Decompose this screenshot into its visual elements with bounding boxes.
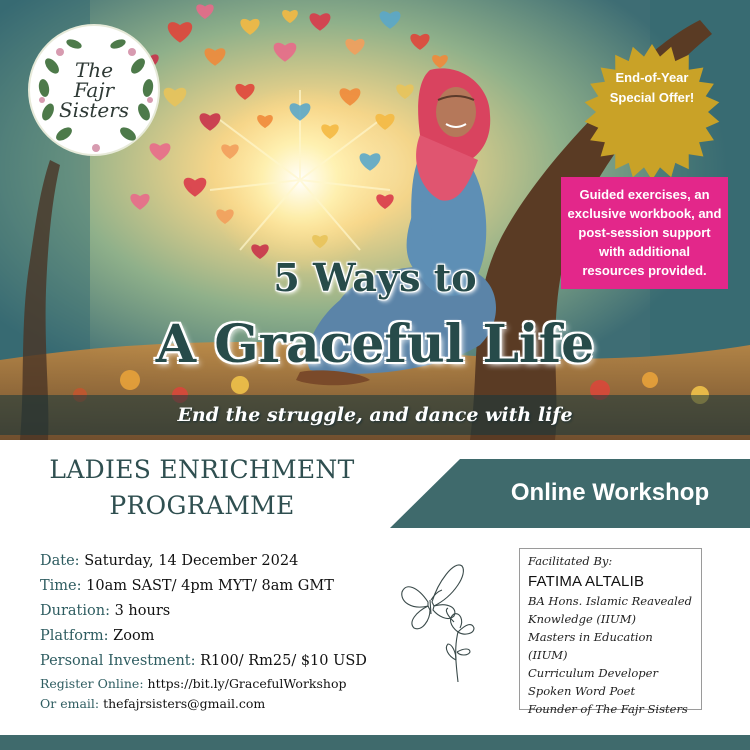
register-link[interactable]: https://bit.ly/GracefulWorkshop bbox=[147, 676, 347, 691]
facilitator-credential: BA Hons. Islamic Reavealed Knowledge (IIUM) bbox=[528, 594, 692, 626]
programme-heading bbox=[22, 452, 382, 524]
online-workshop-text: Online Workshop bbox=[510, 479, 710, 506]
event-details bbox=[40, 549, 400, 714]
detail-duration bbox=[40, 599, 400, 624]
facilitator-credential: Masters in Education (IIUM) bbox=[528, 630, 653, 662]
time-label: Time: bbox=[40, 578, 82, 594]
register-label: Register Online: bbox=[40, 676, 144, 691]
facilitator-name: FATIMA ALTALIB bbox=[528, 573, 645, 590]
bottom-bar bbox=[0, 735, 750, 750]
facilitator-credential: Curriculum Developer bbox=[528, 666, 658, 680]
duration-value: 3 hours bbox=[114, 603, 171, 619]
detail-email bbox=[40, 694, 400, 714]
programme-line-2: PROGRAMME bbox=[109, 491, 295, 520]
tagline: End the struggle, and dance with life bbox=[177, 404, 573, 426]
facilitator-box bbox=[519, 548, 702, 716]
detail-date bbox=[40, 549, 400, 574]
title-line-1: 5 Ways to bbox=[273, 255, 477, 300]
date-label: Date: bbox=[40, 553, 80, 569]
benefits-text: Guided exercises, an exclusive workbook, and post-session support with additional resources provided. bbox=[567, 187, 722, 278]
facilitator-credential: Founder of The Fajr Sisters bbox=[528, 702, 688, 716]
investment-label: Personal Investment: bbox=[40, 653, 196, 669]
platform-label: Platform: bbox=[40, 628, 109, 644]
facilitator-heading: Facilitated By: bbox=[528, 554, 613, 568]
butterfly-flower-icon bbox=[398, 552, 510, 682]
offer-badge-text: End-of-Year Special Offer! bbox=[609, 70, 695, 105]
detail-register bbox=[40, 674, 400, 694]
facilitator-credential: Spoken Word Poet bbox=[528, 684, 636, 698]
duration-label: Duration: bbox=[40, 603, 110, 619]
detail-platform bbox=[40, 624, 400, 649]
offer-starburst-icon bbox=[582, 42, 722, 182]
programme-line-1: LADIES ENRICHMENT bbox=[49, 455, 355, 484]
title-line-2: A Graceful Life bbox=[155, 314, 595, 375]
date-value: Saturday, 14 December 2024 bbox=[84, 553, 299, 569]
logo-text: The Fajr Sisters bbox=[58, 58, 130, 122]
email-link[interactable]: thefajrsisters@gmail.com bbox=[103, 696, 266, 711]
email-label: Or email: bbox=[40, 696, 100, 711]
platform-value: Zoom bbox=[113, 628, 155, 644]
fajr-sisters-logo bbox=[28, 24, 160, 156]
time-value: 10am SAST/ 4pm MYT/ 8am GMT bbox=[86, 578, 334, 594]
investment-value: R100/ Rm25/ $10 USD bbox=[200, 653, 367, 669]
detail-investment bbox=[40, 649, 400, 674]
detail-time bbox=[40, 574, 400, 599]
